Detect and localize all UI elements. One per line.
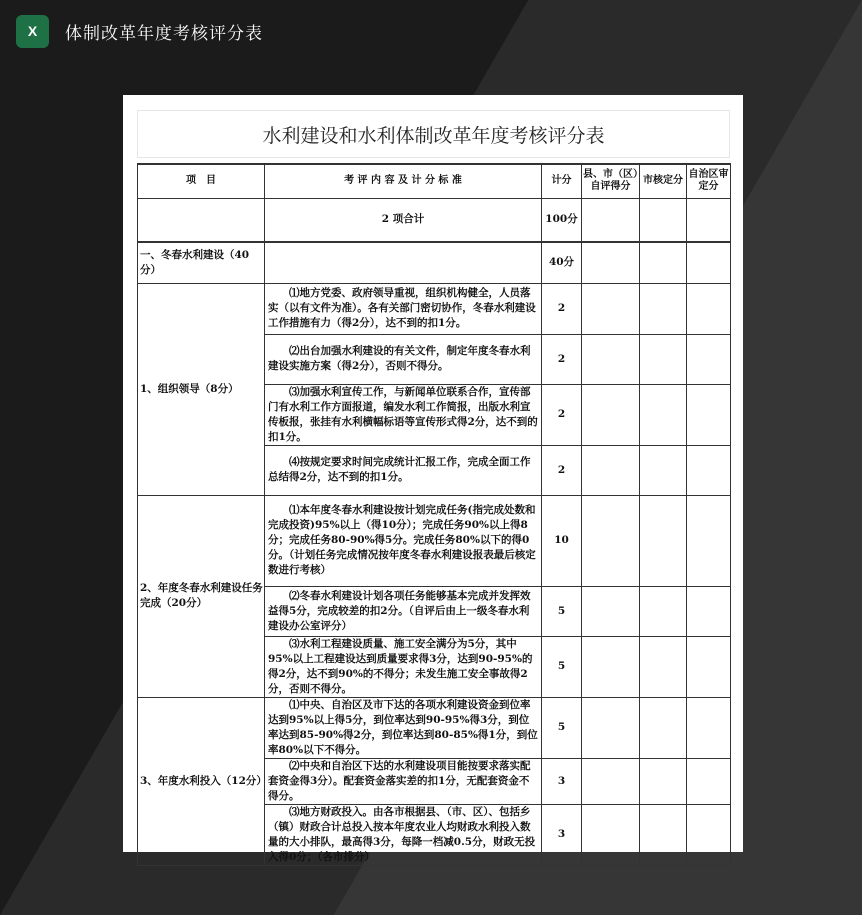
cell[interactable] [640,198,687,242]
region-score-cell[interactable] [687,445,731,495]
city-score-cell[interactable] [640,384,687,445]
city-score-cell[interactable] [640,334,687,384]
city-score-cell[interactable] [640,697,687,758]
self-score-cell[interactable] [582,804,640,865]
spreadsheet-page [123,95,743,863]
table-row [138,495,731,586]
sheet-title: 水利建设和水利体制改革年度考核评分表 [137,110,730,158]
header-self-score: 县、市（区）自评得分 [582,164,640,198]
self-score-cell[interactable] [582,384,640,445]
region-score-cell[interactable] [687,283,731,334]
criteria-text[interactable]: ⑶水利工程建设质量、施工安全满分为5分，其中95%以上工程建设达到质量要求得3分，达到90-95%的得2分，达不到90%的不得分；未发生施工安全事故得2分，否则不得分。 [265,636,542,697]
header-item: 项 目 [138,164,265,198]
self-score-cell[interactable] [582,758,640,804]
header-row [138,164,731,198]
city-score-cell[interactable] [640,758,687,804]
table-row [138,283,731,334]
score-value[interactable]: 2 [542,445,582,495]
region-score-cell[interactable] [687,758,731,804]
group-label[interactable]: 2、年度冬春水利建设任务完成（20分） [138,495,265,697]
cell[interactable] [582,198,640,242]
score-value[interactable]: 5 [542,636,582,697]
city-score-cell[interactable] [640,445,687,495]
region-score-cell[interactable] [687,636,731,697]
score-value[interactable]: 2 [542,384,582,445]
score-value[interactable]: 2 [542,334,582,384]
self-score-cell[interactable] [582,445,640,495]
section-label[interactable]: 一、冬春水利建设（40分） [138,242,265,283]
section-row [138,242,731,283]
header-city-score: 市核定分 [640,164,687,198]
table-row [138,697,731,758]
header-content: 考 评 内 容 及 计 分 标 准 [265,164,542,198]
score-value[interactable]: 3 [542,804,582,865]
criteria-text[interactable]: ⑵冬春水利建设计划各项任务能够基本完成并发挥效益得5分，完成较差的扣2分。（自评后由上一级冬春水利建设办公室评分） [265,586,542,636]
region-score-cell[interactable] [687,697,731,758]
city-score-cell[interactable] [640,283,687,334]
region-score-cell[interactable] [687,804,731,865]
group-label[interactable]: 1、组织领导（8分） [138,283,265,495]
self-score-cell[interactable] [582,283,640,334]
title-bar [0,0,862,62]
criteria-text[interactable]: ⑴地方党委、政府领导重视，组织机构健全，人员落实（以有文件为准）。各有关部门密切协作，冬春水利建设工作措施有力（得2分），达不到的扣1分。 [265,283,542,334]
excel-icon: X [16,15,49,48]
score-value[interactable]: 5 [542,697,582,758]
criteria-text[interactable]: ⑵中央和自治区下达的水利建设项目能按要求落实配套资金得3分）。配套资金落实差的扣1分，无配套资金不得分。 [265,758,542,804]
criteria-text[interactable]: ⑴中央、自治区及市下达的各项水利建设资金到位率达到95%以上得5分，到位率达到90-95%得3分，到位率达到85-90%得2分，到位率达到80-85%得1分，到位率80%以下不得分。 [265,697,542,758]
total-label[interactable]: 2 项合计 [265,198,542,242]
self-score-cell[interactable] [582,495,640,586]
group-label[interactable]: 3、年度水利投入（12分） [138,697,265,865]
region-score-cell[interactable] [687,586,731,636]
total-score[interactable]: 100分 [542,198,582,242]
criteria-text[interactable]: ⑷按规定要求时间完成统计汇报工作，完成全面工作总结得2分，达不到的扣1分。 [265,445,542,495]
city-score-cell[interactable] [640,586,687,636]
score-value[interactable]: 2 [542,283,582,334]
self-score-cell[interactable] [582,636,640,697]
self-score-cell[interactable] [582,586,640,636]
cell[interactable] [687,198,731,242]
cell[interactable] [687,242,731,283]
self-score-cell[interactable] [582,334,640,384]
city-score-cell[interactable] [640,804,687,865]
cell[interactable] [640,242,687,283]
cell[interactable] [582,242,640,283]
criteria-text[interactable]: ⑵出台加强水利建设的有关文件，制定年度冬春水利建设实施方案（得2分），否则不得分。 [265,334,542,384]
score-value[interactable]: 3 [542,758,582,804]
cell[interactable] [265,242,542,283]
region-score-cell[interactable] [687,334,731,384]
city-score-cell[interactable] [640,495,687,586]
header-region-score: 自治区审定分 [687,164,731,198]
criteria-text[interactable]: ⑴本年度冬春水利建设按计划完成任务(指完成处数和完成投资)95%以上（得10分）；完成任务90%以上得8分；完成任务80-90%得5分。完成任务80%以下的得0分。（计划任务完成情况按年度冬春水利建设报表最后核定数进行考核） [265,495,542,586]
cell[interactable] [138,198,265,242]
region-score-cell[interactable] [687,384,731,445]
city-score-cell[interactable] [640,636,687,697]
app-title: 体制改革年度考核评分表 [65,23,263,44]
section-score[interactable]: 40分 [542,242,582,283]
region-score-cell[interactable] [687,495,731,586]
self-score-cell[interactable] [582,697,640,758]
header-score: 计分 [542,164,582,198]
total-row [138,198,731,242]
criteria-text[interactable]: ⑶地方财政投入。由各市根据县、（市、区）、包括乡（镇）财政合计总投入按本年度农业人均财政水利投入数量的大小排队，最高得3分，每降一档减0.5分，财政无投入得0分；（各市排分） [265,804,542,865]
score-value[interactable]: 10 [542,495,582,586]
score-value[interactable]: 5 [542,586,582,636]
score-table [137,163,731,866]
criteria-text[interactable]: ⑶加强水利宣传工作，与新闻单位联系合作，宣传部门有水利工作方面报道，编发水利工作简报，出版水利宣传板报，张挂有水利横幅标语等宣传形式得2分，达不到的扣1分。 [265,384,542,445]
